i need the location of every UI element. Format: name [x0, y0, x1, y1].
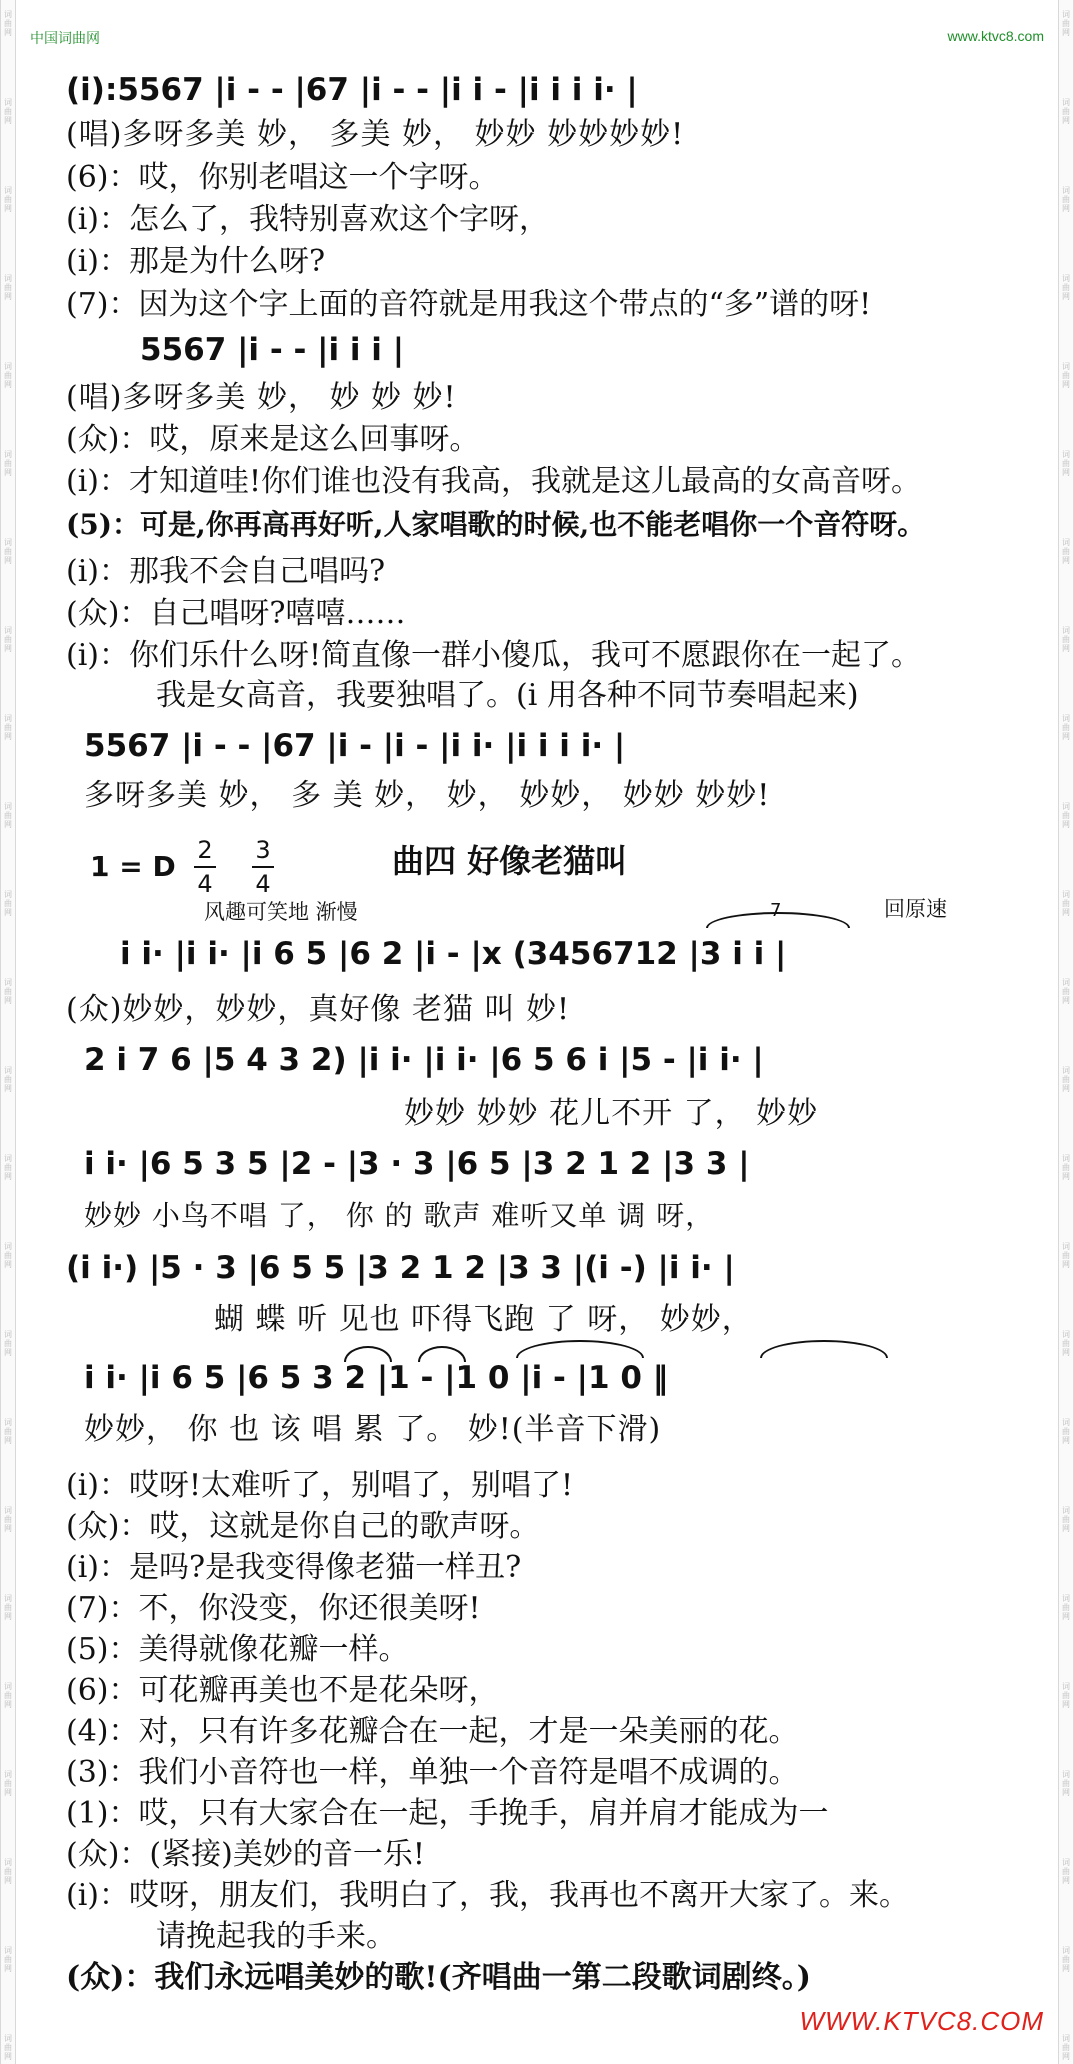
right-margin-strip — [1058, 0, 1074, 2064]
tie — [516, 1340, 644, 1358]
dialogue-line: (i)：那是为什么呀? — [66, 244, 326, 279]
margin-watermark: 词 曲 网 — [1062, 1682, 1070, 1709]
margin-watermark: 词 曲 网 — [1062, 10, 1070, 37]
dialogue-line: (众)：自己唱呀?嘻嘻…… — [66, 596, 406, 631]
margin-watermark: 词 曲 网 — [1062, 802, 1070, 829]
site-name: 中国词曲网 — [30, 30, 100, 46]
lyric-line: 蝴 蝶 听 见也 吓得飞跑 了 呀， 妙妙， — [214, 1302, 753, 1337]
lyric-line: 妙妙， 你 也 该 唱 累 了。 妙!(半音下滑) — [84, 1412, 662, 1447]
dialogue-line: (众)：我们永远唱美妙的歌!(齐唱曲一第二段歌词剧终。) — [66, 1960, 811, 1995]
margin-watermark: 词 曲 网 — [4, 890, 12, 917]
margin-watermark: 词 曲 网 — [1062, 1946, 1070, 1973]
margin-watermark: 词 曲 网 — [1062, 978, 1070, 1005]
margin-watermark: 词 曲 网 — [1062, 1770, 1070, 1797]
dialogue-line: 请挽起我的手来。 — [156, 1919, 396, 1954]
margin-watermark: 词 曲 网 — [1062, 538, 1070, 565]
margin-watermark: 词 曲 网 — [4, 1066, 12, 1093]
dialogue-line: (众)：(紧接)美妙的音一乐! — [66, 1837, 425, 1872]
margin-watermark: 词 曲 网 — [1062, 1242, 1070, 1269]
song-title: 曲四 好像老猫叫 — [392, 842, 628, 880]
margin-watermark: 词 曲 网 — [1062, 1154, 1070, 1181]
notation-line: i i· |i i· |i 6 5 |6 2 |i - |x (3456712 |3 i i | — [120, 936, 787, 972]
margin-watermark: 词 曲 网 — [4, 626, 12, 653]
margin-watermark: 词 曲 网 — [1062, 186, 1070, 213]
margin-watermark: 词 曲 网 — [4, 714, 12, 741]
tie — [760, 1340, 888, 1358]
dialogue-line: (7)：不，你没变，你还很美呀! — [66, 1591, 481, 1626]
margin-watermark: 词 曲 网 — [4, 186, 12, 213]
margin-watermark: 词 曲 网 — [4, 98, 12, 125]
dialogue-line: (i)：你们乐什么呀!简直像一群小傻瓜，我可不愿跟你在一起了。 — [66, 638, 922, 673]
margin-watermark: 词 曲 网 — [4, 1594, 12, 1621]
margin-watermark: 词 曲 网 — [1062, 98, 1070, 125]
margin-watermark: 词 曲 网 — [1062, 1506, 1070, 1533]
lyric-line: (唱)多呀多美 妙， 妙 妙 妙! — [66, 380, 457, 415]
dialogue-line: (4)：对，只有许多花瓣合在一起，才是一朵美丽的花。 — [66, 1714, 799, 1749]
dialogue-line: (5)：美得就像花瓣一样。 — [66, 1632, 409, 1667]
margin-watermark: 词 曲 网 — [1062, 2034, 1070, 2061]
margin-watermark: 词 曲 网 — [1062, 450, 1070, 477]
margin-watermark: 词 曲 网 — [1062, 274, 1070, 301]
notation-line: 2 i 7 6 |5 4 3 2) |i i· |i i· |6 5 6 i |5 - |i i· | — [84, 1042, 764, 1078]
margin-watermark: 词 曲 网 — [4, 1858, 12, 1885]
lyric-line: 多呀多美 妙， 多 美 妙， 妙， 妙妙， 妙妙 妙妙! — [84, 778, 771, 813]
margin-watermark: 词 曲 网 — [4, 2034, 12, 2061]
dialogue-line: (6)：可花瓣再美也不是花朵呀， — [66, 1673, 499, 1708]
margin-watermark: 词 曲 网 — [1062, 1330, 1070, 1357]
margin-watermark: 词 曲 网 — [4, 1418, 12, 1445]
footer-watermark: WWW.KTVC8.COM — [799, 2006, 1044, 2036]
notation-line: i i· |i 6 5 |6 5 3 2 |1 - |1 0 |i - |1 0 ‖ — [84, 1360, 669, 1396]
dialogue-line: (i)：哎呀，朋友们，我明白了，我，我再也不离开大家了。来。 — [66, 1878, 910, 1913]
notation-line: i i· |6 5 3 5 |2 - |3 · 3 |6 5 |3 2 1 2 |3 3 | — [84, 1146, 750, 1182]
lyric-line: (众)妙妙，妙妙，真好像 老猫 叫 妙! — [66, 992, 571, 1027]
dialogue-line: (众)：哎，这就是你自己的歌声呀。 — [66, 1509, 540, 1544]
margin-watermark: 词 曲 网 — [4, 1506, 12, 1533]
dialogue-line: (3)：我们小音符也一样，单独一个音符是唱不成调的。 — [66, 1755, 799, 1790]
margin-watermark: 词 曲 网 — [4, 10, 12, 37]
lyric-line: 妙妙 妙妙 花儿不开 了， 妙妙 — [404, 1096, 819, 1131]
margin-watermark: 词 曲 网 — [4, 274, 12, 301]
margin-watermark: 词 曲 网 — [4, 1242, 12, 1269]
dialogue-line: (i)：哎呀!太难听了，别唱了，别唱了! — [66, 1468, 574, 1503]
site-url: www.ktvc8.com — [947, 28, 1044, 44]
notation-line: (i i·) |5 · 3 |6 5 5 |3 2 1 2 |3 3 |(i -) |i i· | — [66, 1250, 735, 1286]
margin-watermark: 词 曲 网 — [1062, 1594, 1070, 1621]
margin-watermark: 词 曲 网 — [4, 802, 12, 829]
dialogue-line: (1)：哎，只有大家合在一起，手挽手，肩并肩才能成为一 — [66, 1796, 829, 1831]
time-signature-3-4: 3 4 — [252, 836, 274, 898]
margin-watermark: 词 曲 网 — [4, 1946, 12, 1973]
dialogue-line: (i)：是吗?是我变得像老猫一样丑? — [66, 1550, 522, 1585]
notation-line: (i):5567 |i - - |67 |i - - |i i - |i i i i· | — [66, 72, 638, 108]
margin-watermark: 词 曲 网 — [4, 978, 12, 1005]
margin-watermark: 词 曲 网 — [1062, 1066, 1070, 1093]
dialogue-line: (7)：因为这个字上面的音符就是用我这个带点的“多”谱的呀! — [66, 287, 872, 322]
time-signature-2-4: 2 4 — [194, 836, 216, 898]
notation-line: 5567 |i - - |67 |i - |i - |i i· |i i i i· | — [84, 728, 626, 764]
left-margin-strip — [0, 0, 16, 2064]
margin-watermark: 词 曲 网 — [1062, 714, 1070, 741]
margin-watermark: 词 曲 网 — [4, 1770, 12, 1797]
margin-watermark: 词 曲 网 — [4, 1330, 12, 1357]
dialogue-line: (众)：哎，原来是这么回事呀。 — [66, 422, 480, 457]
margin-watermark: 词 曲 网 — [1062, 626, 1070, 653]
lyric-line: 妙妙 小鸟不唱 了， 你 的 歌声 难听又单 调 呀， — [84, 1199, 715, 1232]
dialogue-line: (6)：哎，你别老唱这一个字呀。 — [66, 160, 499, 195]
dialogue-line: (i)：才知道哇!你们谁也没有我高，我就是这儿最高的女高音呀。 — [66, 464, 922, 499]
margin-watermark: 词 曲 网 — [1062, 890, 1070, 917]
dialogue-line: (5)：可是,你再高再好听,人家唱歌的时候,也不能老唱你一个音符呀。 — [66, 508, 926, 541]
margin-watermark: 词 曲 网 — [1062, 362, 1070, 389]
tempo-marking: 风趣可笑地 渐慢 — [204, 900, 358, 924]
margin-watermark: 词 曲 网 — [4, 1682, 12, 1709]
tuplet-bracket — [706, 912, 850, 928]
tuplet-number: 7 — [770, 900, 782, 921]
margin-watermark: 词 曲 网 — [1062, 1858, 1070, 1885]
margin-watermark: 词 曲 网 — [4, 1154, 12, 1181]
dialogue-line: (i)：那我不会自己唱吗? — [66, 554, 386, 589]
notation-line: 5567 |i - - |i i i | — [140, 332, 405, 368]
dialogue-line: (i)：怎么了，我特别喜欢这个字呀， — [66, 202, 550, 237]
dialogue-line: 我是女高音，我要独唱了。(i 用各种不同节奏唱起来) — [156, 678, 859, 713]
margin-watermark: 词 曲 网 — [4, 362, 12, 389]
margin-watermark: 词 曲 网 — [4, 450, 12, 477]
lyric-line: (唱)多呀多美 妙， 多美 妙， 妙妙 妙妙妙妙! — [66, 117, 685, 152]
margin-watermark: 词 曲 网 — [1062, 1418, 1070, 1445]
margin-watermark: 词 曲 网 — [4, 538, 12, 565]
key-signature: 1 = D — [90, 850, 176, 883]
tempo-marking-return: 回原速 — [884, 897, 947, 921]
